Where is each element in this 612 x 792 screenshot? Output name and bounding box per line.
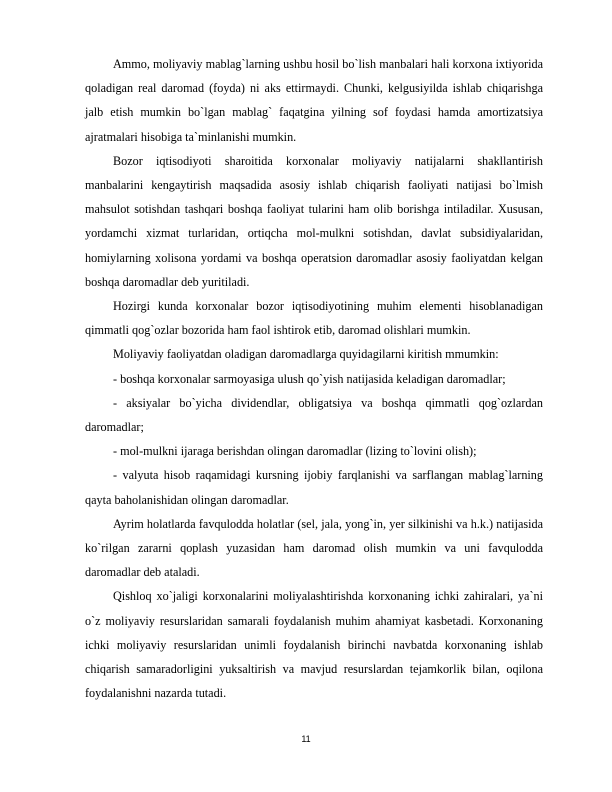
paragraph-market-economy: Bozor iqtisodiyoti sharoitida korxonalar moliyaviy natijalarni shakllantirish manbalarini kengaytirish maqsadida asosiy ishlab chiqarish faoliyati natijasi bo`lmish mahsulot sotishdan tashqari boshqa faoliyat tularini ham olib borishga intiladilar. Xususan, yordamchi xizmat turlaridan, ortiqcha mol-mulkni sotishdan, davlat subsidiyalaridan, homiylarning xolisona yordami va boshqa operatsion daromadlar asosiy faoliyatdan kelgan boshqa daromadlar deb yuritiladi. [85, 153, 543, 289]
list-item-lease-income: - mol-mulkni ijaraga berishdan olingan daromadlar (lizing to`lovini olish); [113, 444, 477, 459]
list-item-dividends: - aksiyalar bo`yicha dividendlar, obligatsiya va boshqa qimmatli qog`ozlardan daromadlar; [85, 395, 543, 435]
paragraph-financial-income-intro: Moliyaviy faoliyatdan oladigan daromadlarga quyidagilarni kiritish mmumkin: [113, 347, 499, 362]
list-item-currency-difference: - valyuta hisob raqamidagi kursning ijobiy farqlanishi va sarflangan mablag`larning qayta baholanishidan olingan daromadlar. [85, 468, 543, 507]
paragraph-agricultural-financing: Qishloq xo`jaligi korxonalarini moliyalashtirishda korxonaning ichki zahiralari, ya`ni o`z moliyaviy resurslaridan samarali foydalanish muhim ahamiyat kasbetadi. Korxonaning ichki moliyaviy resurslaridan unimli foydalanish birinchi navbatda korxonaning ishlab chiqarish samaradorligini yuksaltirish va mavjud resurslardan tejamkorlik bilan, oqilona foydalanishni nazarda tutadi. [85, 589, 543, 701]
paragraph-income-sources: Ammo, moliyaviy mablag`larning ushbu hosil bo`lish manbalari hali korxona ixtiyorida qoladigan real daromad (foyda) ni aks ettirmaydi. Chunki, kelgusiyilda ishlab chiqarishga jalb etish mumkin bo`lgan mablag` faqatgina yilning sof foydasi hamda amortizatsiya ajratmalari hisobiga ta`minlanishi mumkin. [85, 57, 543, 144]
page-number: 11 [301, 734, 311, 744]
list-item-investment-share: - boshqa korxonalar sarmoyasiga ulush qo`yish natijasida keladigan daromadlar; [113, 371, 506, 386]
paragraph-securities-market: Hozirgi kunda korxonalar bozor iqtisodiyotining muhim elementi hisoblanadigan qimmatli qog`ozlar bozorida ham faol ishtirok etib, daromad olishlari mumkin. [85, 299, 543, 338]
paragraph-extraordinary-income: Ayrim holatlarda favqulodda holatlar (sel, jala, yong`in, yer silkinishi va h.k.) natijasida ko`rilgan zararni qoplash yuzasidan ham daromad olish mumkin va uni favqulodda daromadlar deb ataladi. [85, 516, 543, 580]
document-body [85, 52, 543, 705]
